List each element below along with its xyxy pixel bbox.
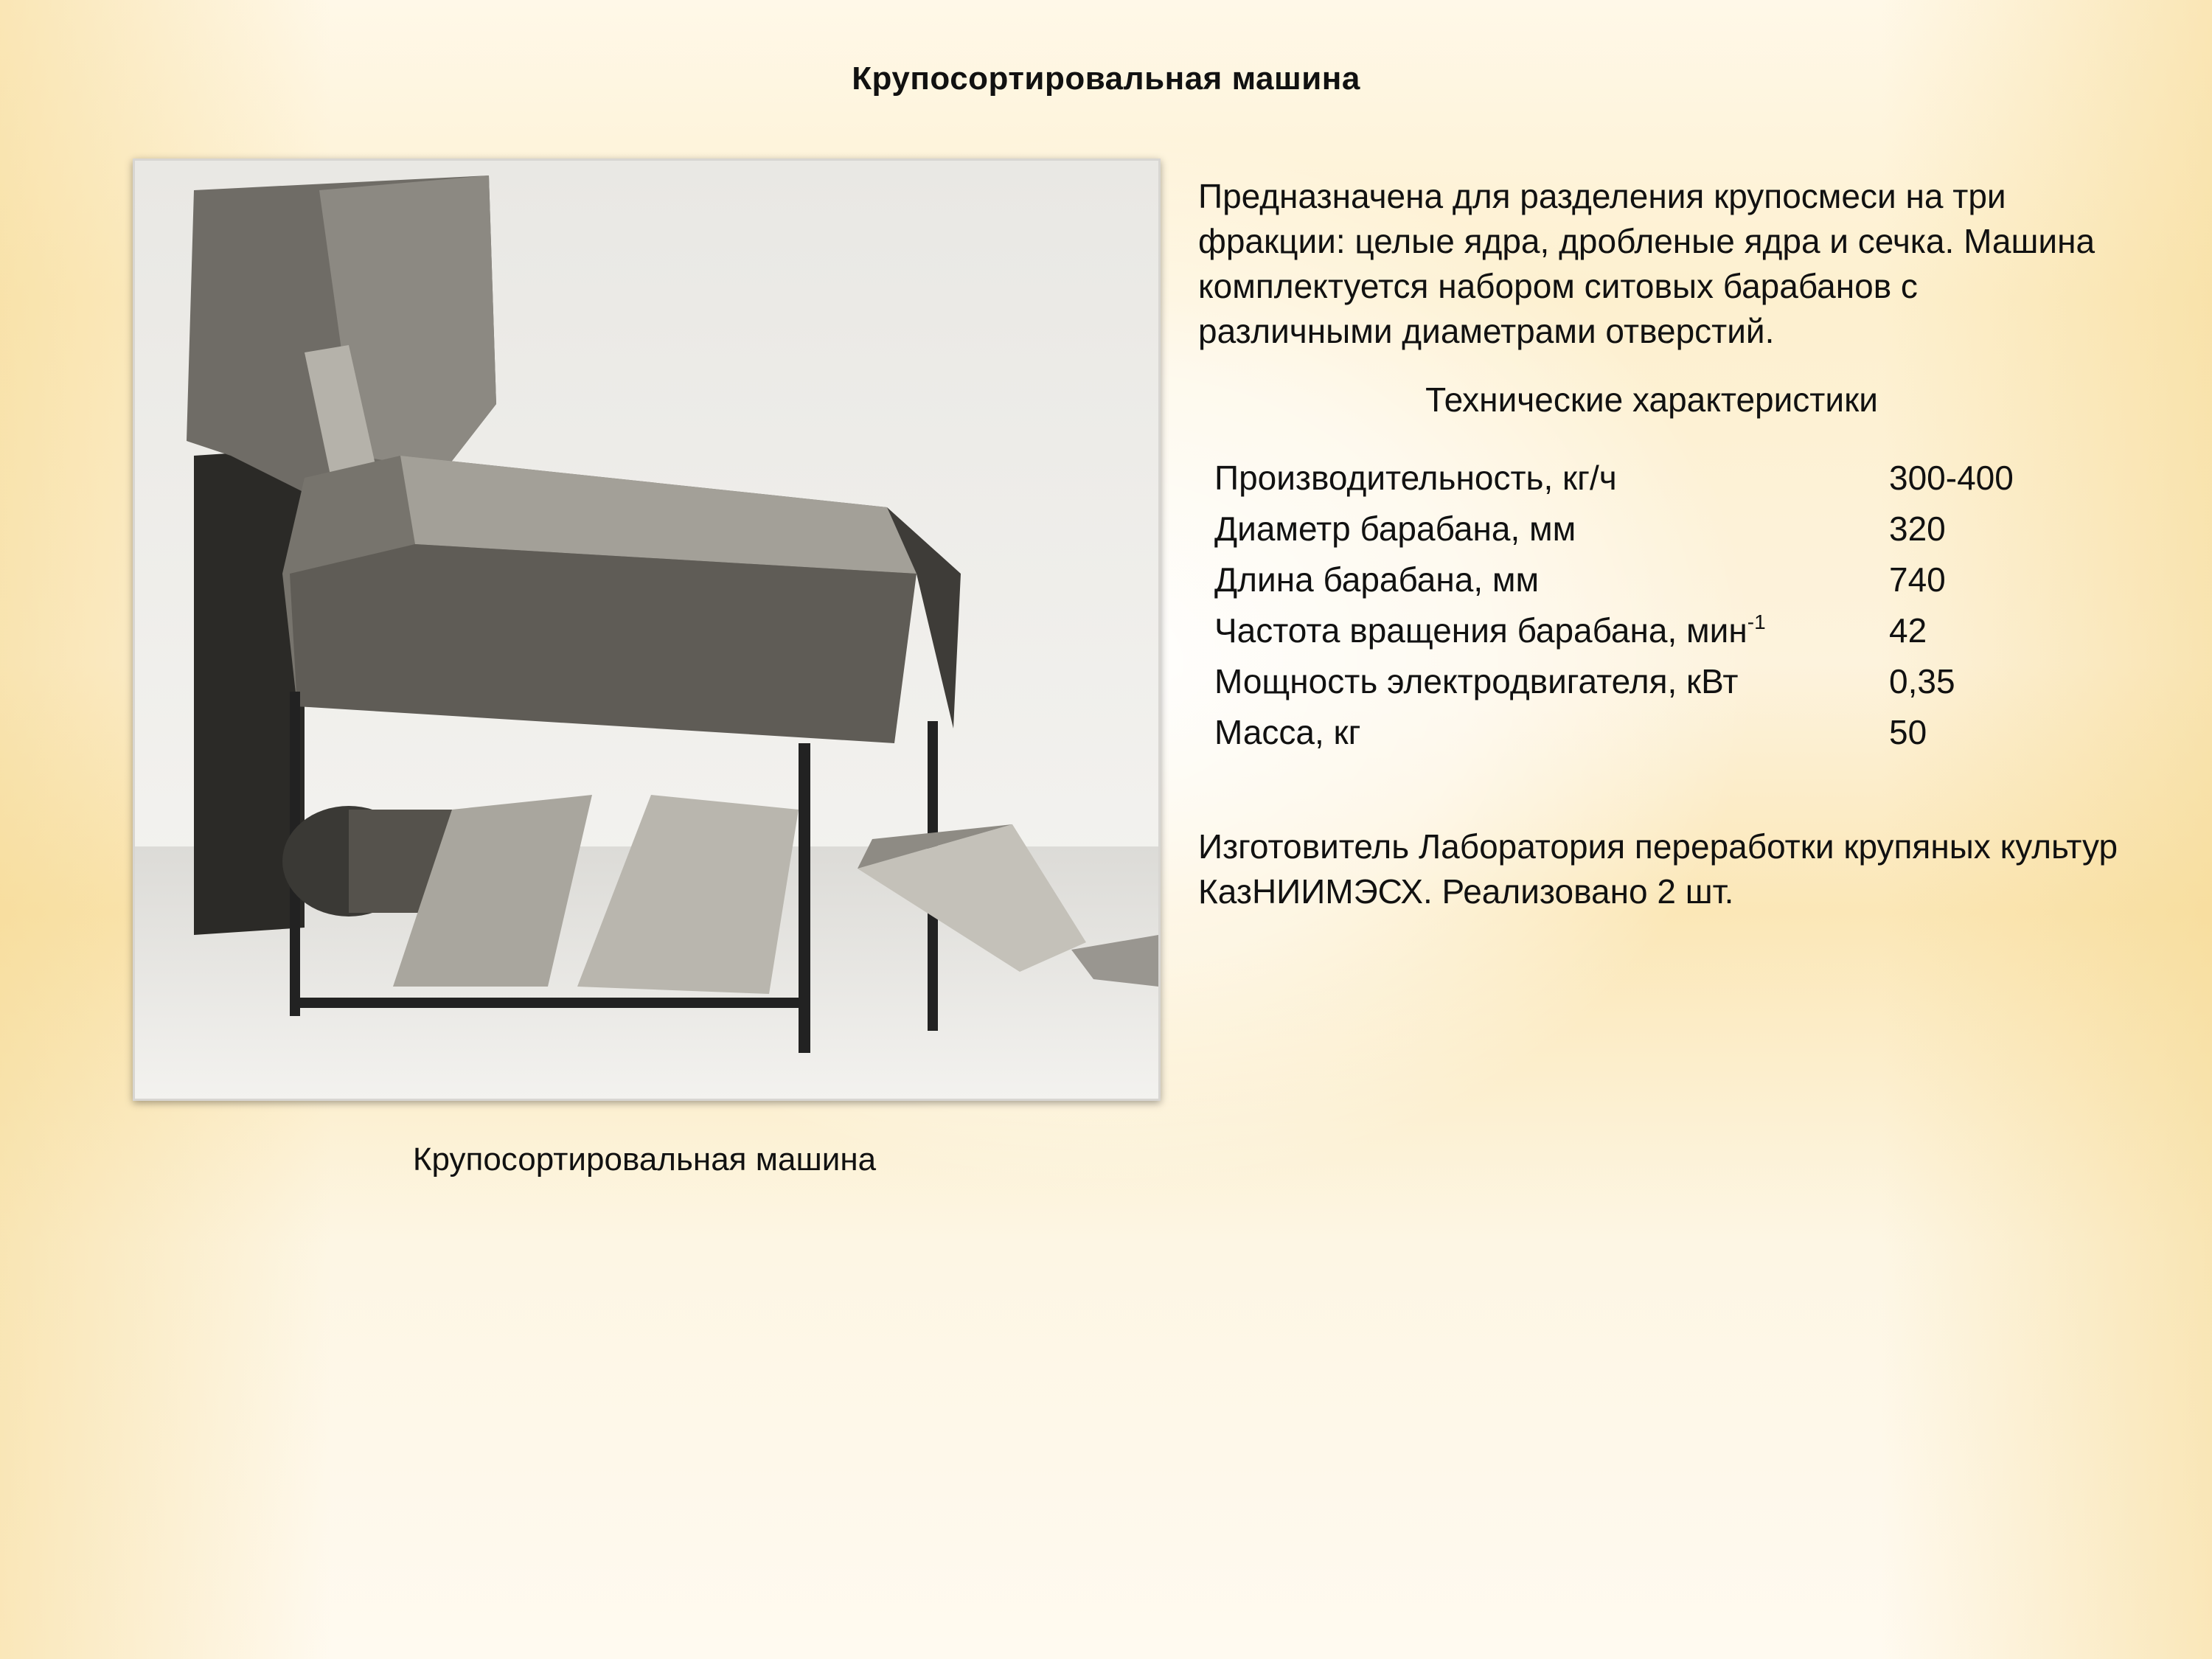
spec-value: 320 <box>1889 509 1946 548</box>
spec-name-text: Частота вращения барабана, мин <box>1214 611 1747 650</box>
spec-value: 0,35 <box>1889 661 1955 700</box>
spec-name: Мощность электродвигателя, кВт <box>1214 661 1739 700</box>
spec-name: Диаметр барабана, мм <box>1214 509 1576 548</box>
slide-title: Крупосортировальная машина <box>852 60 1360 97</box>
spec-row-rotation-speed <box>1214 605 2136 655</box>
machine-photo <box>133 159 1161 1101</box>
spec-name: Длина барабана, мм <box>1214 560 1540 599</box>
manufacturer-note: Изготовитель Лаборатория переработки крупяных культур КазНИИМЭСХ. Реализовано 2 шт. <box>1198 827 2118 911</box>
spec-row-productivity <box>1214 452 2136 503</box>
spec-row-mass <box>1214 706 2136 757</box>
spec-value: 50 <box>1889 712 1927 751</box>
photo-caption: Крупосортировальная машина <box>412 1141 877 1178</box>
spec-name-superscript: -1 <box>1747 610 1766 633</box>
spec-value: 740 <box>1889 560 1946 599</box>
machine-description: Предназначена для разделения крупосмеси на три фракции: целые ядра, дробленые ядра и сечка. Машина комплектуется набором ситовых барабанов с различными диаметрами отверстий. <box>1198 177 2096 350</box>
spec-value: 42 <box>1889 611 1927 650</box>
spec-row-drum-diameter <box>1214 503 2136 554</box>
spec-name: Масса, кг <box>1214 712 1361 751</box>
machine-illustration <box>135 161 1158 1099</box>
spec-row-motor-power <box>1214 655 2136 706</box>
spec-name: Производительность, кг/ч <box>1214 458 1617 497</box>
spec-value: 300-400 <box>1889 458 2014 497</box>
specs-table <box>1214 452 2136 757</box>
spec-row-drum-length <box>1214 554 2136 605</box>
spec-name-with-sup <box>1214 611 1889 650</box>
specs-heading: Технические характеристики <box>1425 380 1878 419</box>
